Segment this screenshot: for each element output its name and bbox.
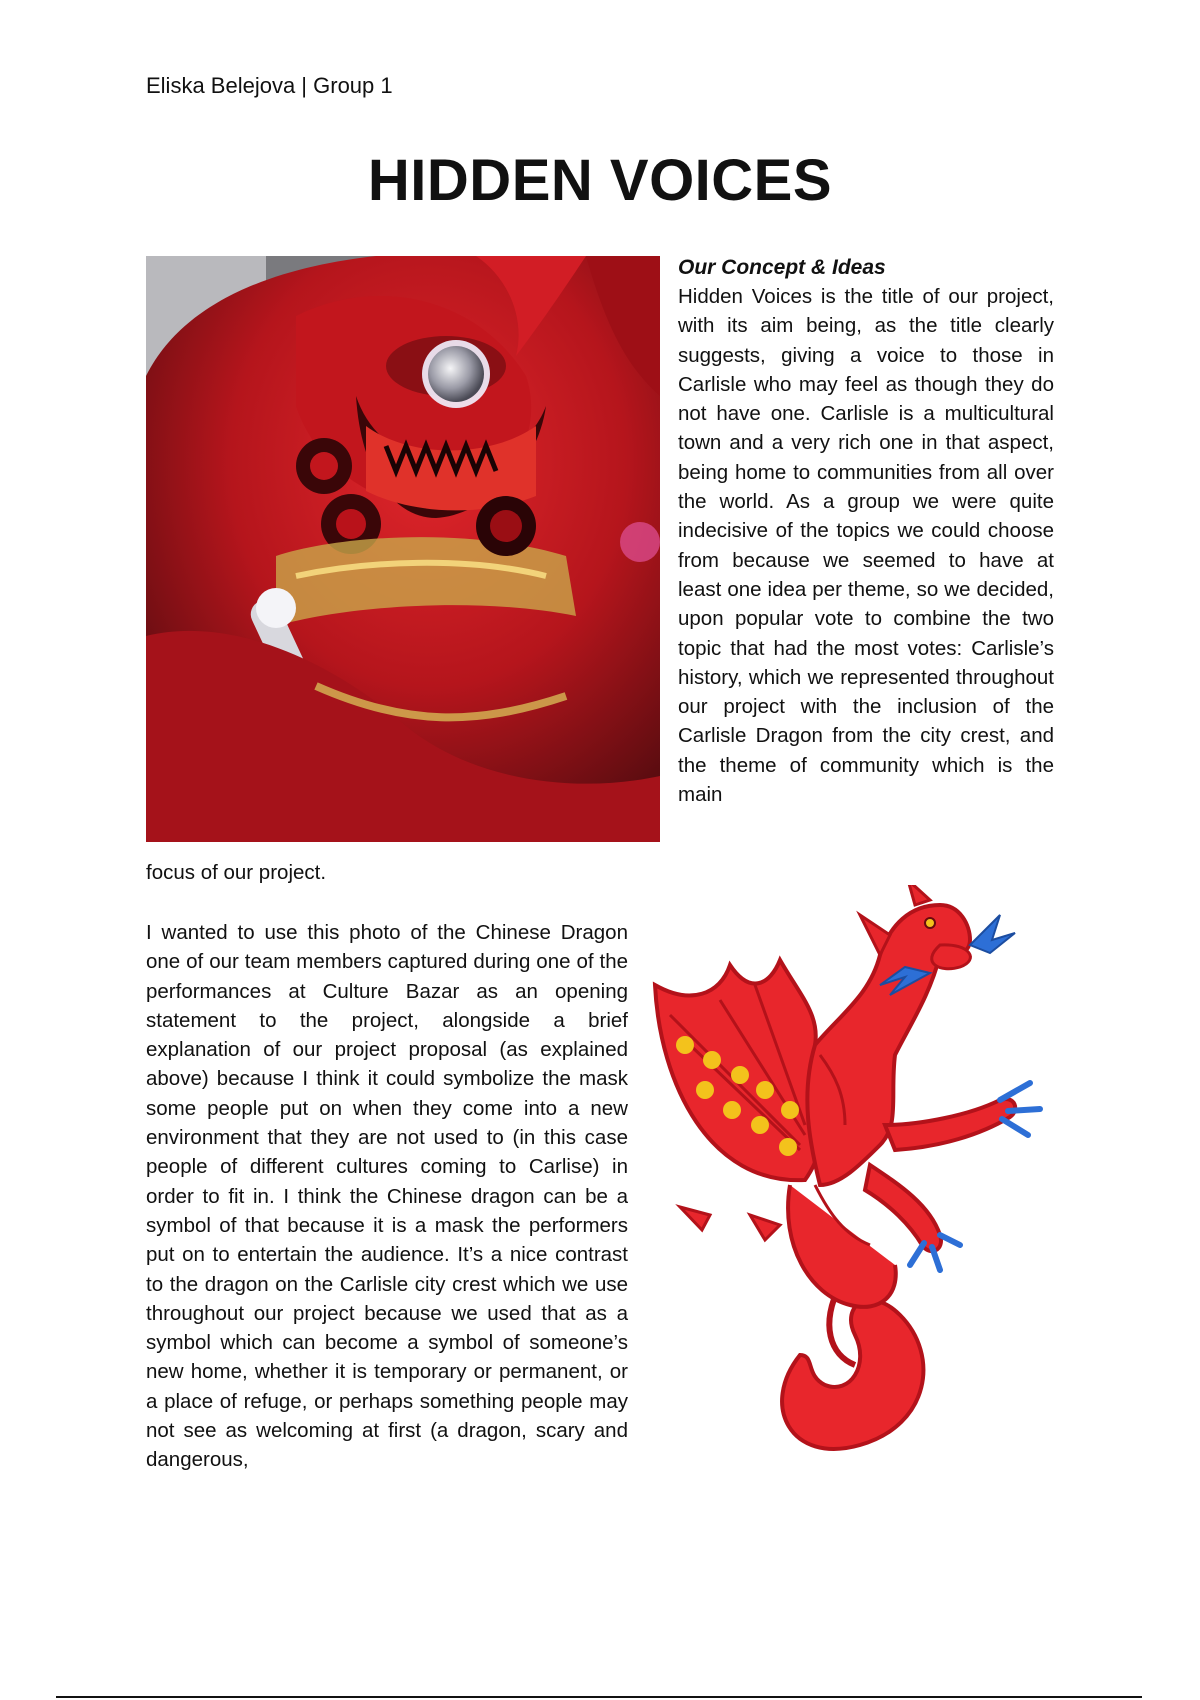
footer-divider xyxy=(56,1696,1142,1698)
page-title: HIDDEN VOICES xyxy=(367,148,833,213)
chinese-dragon-photo xyxy=(146,256,660,842)
author-group-line: Eliska Belejova | Group 1 xyxy=(146,73,393,98)
photo-explanation-section xyxy=(146,918,628,1475)
concept-paragraph-continuation: focus of our project. xyxy=(146,861,327,884)
concept-section xyxy=(678,254,1054,809)
concept-heading: Our Concept & Ideas xyxy=(678,256,886,279)
photo-explanation-paragraph: I wanted to use this photo of the Chinese Dragon one of our team members captured during one of the performances at Culture Bazar as an opening statement to the project, alongside a brief explanation of our project proposal (as explained above) because I think it could symbolize the mask some people put on when they come into a new environment that they are not used to (in this case people of different cultures coming to Carlise) in order to fit in. I think the Chinese dragon can be a symbol of that because it is a mask the performers put on to entertain the audience. It’s a nice contrast to the dragon on the Carlisle city crest which we use throughout our project because we used that as a symbol which can become a symbol of someone’s new home, whether it is temporary or permanent, or a place of refuge, or perhaps something people may not see as welcoming at first (a dragon, scary and dangerous, xyxy=(146,921,628,1472)
chinese-dragon-photo-image xyxy=(146,256,660,842)
carlisle-dragon-emblem xyxy=(640,885,1070,1465)
concept-paragraph: Hidden Voices is the title of our project, with its aim being, as the title clearly suggests, giving a voice to those in Carlisle who may feel as though they do not have one. Carlisle is a multicultural town and a very rich one in that aspect, being home to communities from all over the world. As a group we were quite indecisive of the topics we could choose from because we seemed to have at least one idea per theme, so we decided, upon popular vote to combine the two topic that had the most votes: Carlisle’s history, which we represented throughout our project with the inclusion of the Carlisle Dragon from the city crest, and the theme of community which is the main xyxy=(678,285,1054,807)
dragon-emblem-image xyxy=(640,885,1070,1465)
